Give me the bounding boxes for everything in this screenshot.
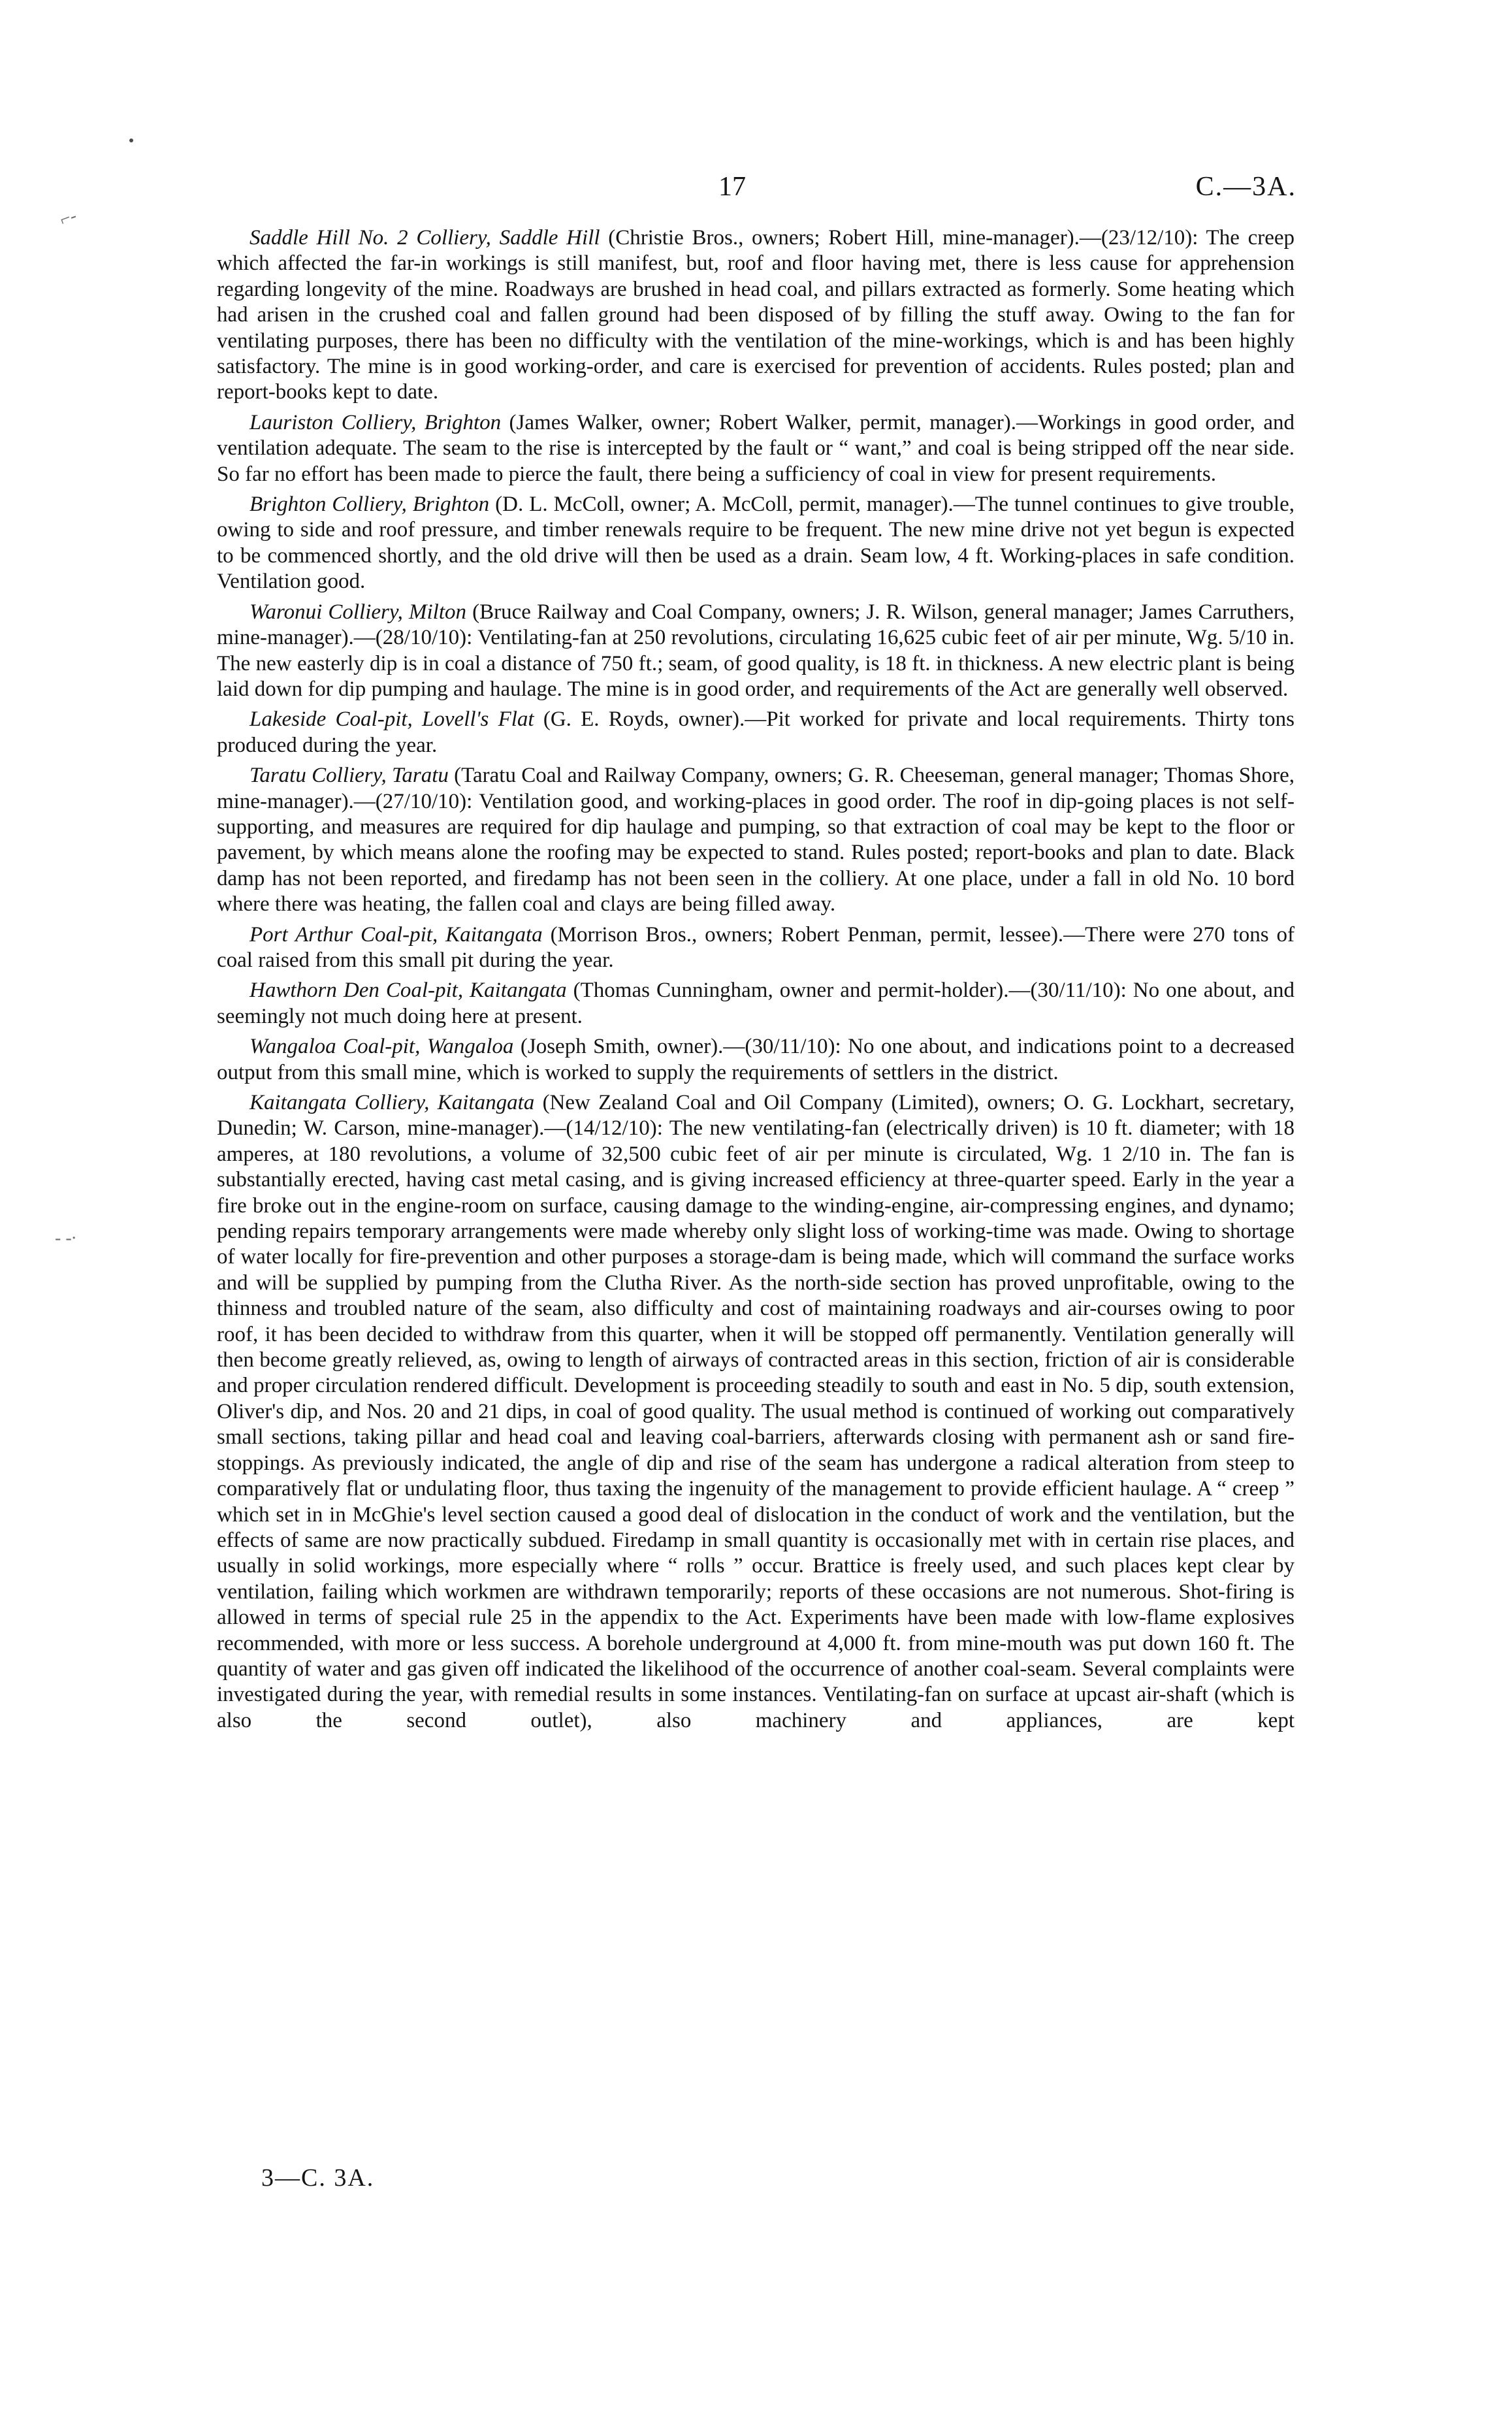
paragraph-waronui xyxy=(217,600,1295,703)
colliery-title: Saddle Hill No. 2 Colliery, Saddle Hill xyxy=(249,226,600,250)
page-number: 17 xyxy=(718,172,746,202)
paragraph-text: (Bruce Railway and Coal Company, owners; J. R. Wilson, general manager; James Carruthers, mine-manager).—(28/10/10): Ventilating-fan at 250 revolutions, circulating 16,625 cubic feet of air per minute, Wg. 5/10 in. The new easterly dip is in coal a distance of 750 ft.; seam, of good quality, is 18 ft. in thickness. A new electric plant is being laid down for dip pumping and haulage. The mine is in good order, and requirements of the Act are generally well observed. xyxy=(217,600,1295,701)
paragraph-hawthorn-den xyxy=(217,978,1295,1029)
colliery-title: Lakeside Coal-pit, Lovell's Flat xyxy=(249,707,534,732)
colliery-title: Wangaloa Coal-pit, Wangaloa xyxy=(249,1035,514,1059)
paragraph-text: (Joseph Smith, owner).—(30/11/10): No one about, and indications point to a decreased output from this small mine, which is worked to supply the requirements of settlers in the district. xyxy=(217,1035,1295,1084)
paragraph-text: (Taratu Coal and Railway Company, owners; G. R. Cheeseman, general manager; Thomas Shore, mine-manager).—(27/10/10): Ventilation good, and working-places in good order. The roof in dip-going places is not self-supporting, and measures are required for dip haulage and pumping, so that extraction of coal may be kept to the floor or pavement, by which means alone the roofing may be expected to stand. Rules posted; report-books and plan to date. Black damp has not been reported, and firedamp has not been seen in the colliery. At one place, under a fall in old No. 10 bord where there was heating, the fallen coal and clays are being filled away. xyxy=(217,764,1295,916)
paragraph-kaitangata xyxy=(217,1090,1295,1734)
paragraph-lakeside xyxy=(217,707,1295,758)
colliery-title: Waronui Colliery, Milton xyxy=(249,600,467,624)
document-code: C.—3A. xyxy=(1195,172,1296,202)
stray-dot xyxy=(129,138,133,142)
paragraph-brighton xyxy=(217,492,1295,595)
paragraph-text: (Christie Bros., owners; Robert Hill, mine-manager).—(23/12/10): The creep which affected the far-in workings is still manifest, but, roof and floor having met, there is less cause for apprehension regarding longevity of the mine. Roadways are brushed in head coal, and pillars extracted as formerly. Some heating which had arisen in the crushed coal and fallen ground had been disposed of by filling the stuff away. Owing to the fan for ventilating purposes, there has been no difficulty with the ventilation of the mine-workings, which is and has been highly satisfactory. The mine is in good working-order, and care is exercised for prevention of accidents. Rules posted; plan and report-books kept to date. xyxy=(217,226,1295,404)
paragraph-text: (Thomas Cunningham, owner and permit-holder).—(30/11/10): No one about, and seemingly not much doing here at present. xyxy=(217,979,1295,1028)
paragraph-lauriston xyxy=(217,410,1295,487)
paragraph-saddle-hill xyxy=(217,225,1295,406)
colliery-title: Hawthorn Den Coal-pit, Kaitangata xyxy=(249,979,567,1003)
paragraph-text: (D. L. McColl, owner; A. McColl, permit, manager).—The tunnel continues to give trouble, owing to side and roof pressure, and timber renewals require to be frequent. The new mine drive not yet begun is expected to be commenced shortly, and the old drive will then be used as a drain. Seam low, 4 ft. Working-places in safe condition. Ventilation good. xyxy=(217,493,1295,594)
colliery-title: Taratu Colliery, Taratu xyxy=(249,764,449,788)
paragraph-port-arthur xyxy=(217,922,1295,974)
colliery-title: Lauriston Colliery, Brighton xyxy=(249,410,502,434)
colliery-title: Kaitangata Colliery, Kaitangata xyxy=(249,1091,535,1114)
paragraph-text: (James Walker, owner; Robert Walker, permit, manager).—Workings in good order, and ventilation adequate. The seam to the rise is intercepted by the fault or “ want,” and coal is being stripped off the near side. So far no effort has been made to pierce the fault, there being a sufficiency of coal in view for present requirements. xyxy=(217,410,1295,486)
paragraph-wangaloa xyxy=(217,1034,1295,1086)
paragraph-text: (New Zealand Coal and Oil Company (Limited), owners; O. G. Lockhart, secretary, Dunedin; W. Carson, mine-manager).—(14/12/10): The new ventilating-fan (electrically driven) is 10 ft. diameter; with 18 amperes, at 180 revolutions, a volume of 32,500 cubic feet of air per minute is circulated, Wg. 1 2/10 in. The fan is substantially erected, having cast metal casing, and is giving increased efficiency at three-quarter speed. Early in the year a fire broke out in the engine-room on surface, causing damage to the winding-engine, air-compressing engines, and dynamo; pending repairs temporary arrangements were made whereby only slight loss of working-time was made. Owing to shortage of water locally for fire-prevention and other purposes a storage-dam is being made, which will command the surface works and will be supplied by pumping from the Clutha River. As the north-side section has proved unprofitable, owing to the thinness and troubled nature of the seam, also difficulty and cost of maintaining roadways and air-courses owing to poor roof, it has been decided to withdraw from this quarter, when it will be stopped off permanently. Ventilation generally will then become greatly relieved, as, owing to length of airways of contracted areas in this section, friction of air is considerable and proper circulation rendered difficult. Development is proceeding steadily to south and east in No. 5 dip, south extension, Oliver's dip, and Nos. 20 and 21 dips, in coal of good quality. The usual method is continued of working out comparatively small sections, taking pillar and head coal and leaving coal-barriers, afterwards closing with permanent ash or sand fire-stoppings. As previously indicated, the angle of dip and rise of the seam has undergone a radical alteration from steep to comparatively flat or undulating floor, thus taxing the ingenuity of the management to provide efficient haulage. A “ creep ” which set in in McGhie's level section caused a good deal of dislocation in the conduct of work and the ventilation, but the effects of same are now practically subdued. Firedamp in small quantity is occasionally met with in certain rise places, and usually in solid workings, more especially where “ rolls ” occur. Brattice is freely used, and such places kept clear by ventilation, failing which workmen are withdrawn temporarily; reports of these occasions are not numerous. Shot-firing is allowed in terms of special rule 25 in the appendix to the Act. Experiments have been made with low-flame explosives recommended, with more or less success. A borehole underground at 4,000 ft. from mine-mouth was put down 160 ft. The quantity of water and gas given off indicated the likelihood of the occurrence of another coal-seam. Several complaints were investigated during the year, with remedial results in some instances. Ventilating-fan on surface at upcast air-shaft (which is also the second outlet), also machinery and appliances, are kept xyxy=(217,1091,1295,1732)
colliery-title: Port Arthur Coal-pit, Kaitangata xyxy=(249,922,543,947)
colliery-title: Brighton Colliery, Brighton xyxy=(249,493,490,517)
paragraph-text: (Morrison Bros., owners; Robert Penman, permit, lessee).—There were 270 tons of coal raised from this small pit during the year. xyxy=(217,922,1295,972)
margin-mark-top: ⌐- xyxy=(57,205,80,231)
paragraph-text: (G. E. Royds, owner).—Pit worked for private and local requirements. Thirty tons produced during the year. xyxy=(217,707,1295,757)
paragraph-taratu xyxy=(217,763,1295,917)
signature-mark: 3—C. 3A. xyxy=(261,2164,375,2192)
margin-mark-middle: - -∙ xyxy=(55,1228,76,1248)
report-body xyxy=(217,225,1295,1738)
